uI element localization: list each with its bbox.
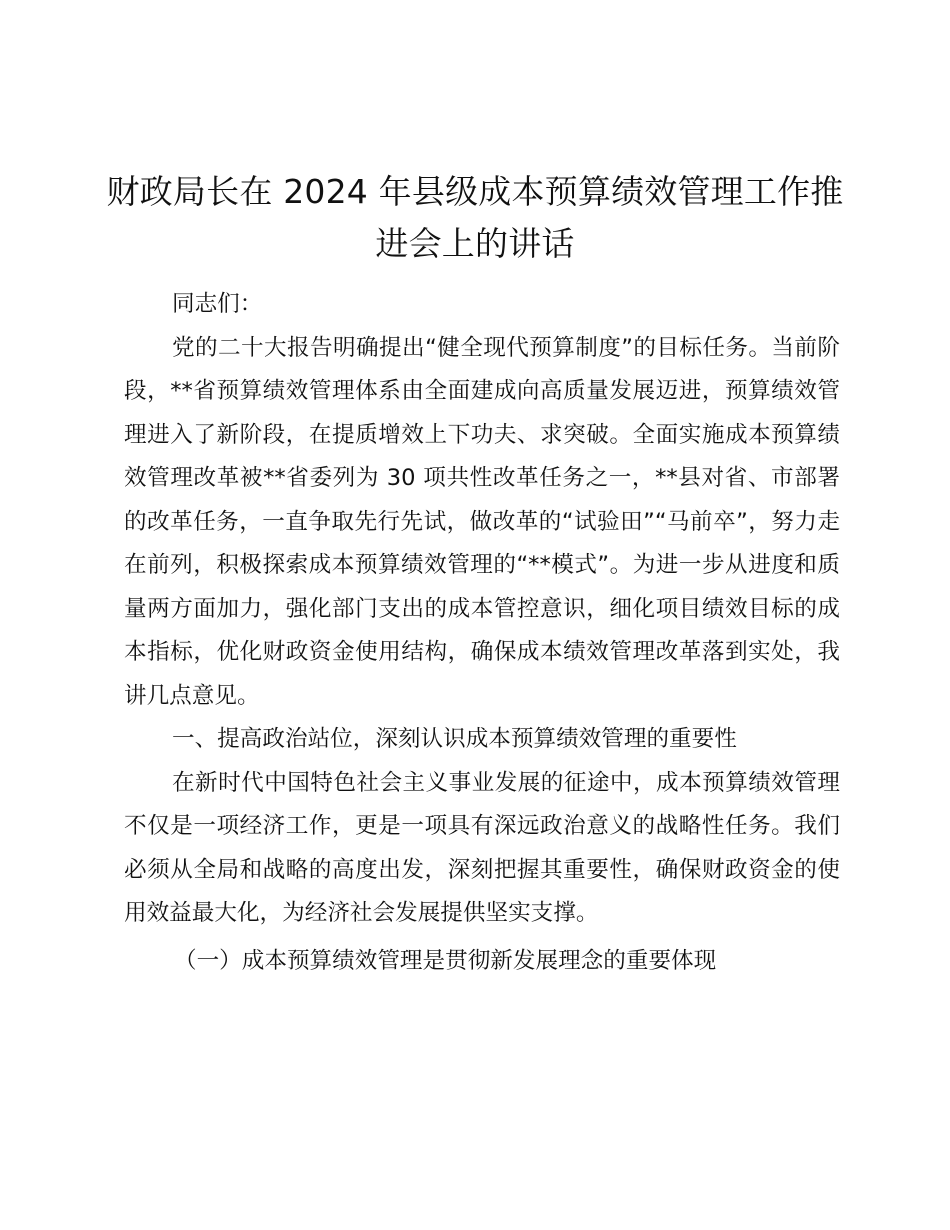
document-title: 财政局长在 2024 年县级成本预算绩效管理工作推进会上的讲话 [106,172,844,263]
intro-paragraph: 党的二十大报告明确提出“健全现代预算制度”的目标任务。当前阶段，**省预算绩效管理体系由全面建成向高质量发展迈进，预算绩效管理进入了新阶段，在提质增效上下功夫、求突破。全面实施成本预算绩效管理改革被**省委列为 30 项共性改革任务之一，**县对省、市部署的改革任务，一直争取先行先试，做改革的“试验田”“马前卒”，努力走在前列，积极探索成本预算绩效管理的“**模式”。为进一步从进度和质量两方面加力，强化部门支出的成本管控意识，细化项目绩效目标的成本指标，优化财政资金使用结构，确保成本绩效管理改革落到实处，我讲几点意见。 [124,334,840,709]
document-body [124,283,840,983]
subsection-heading-1: （一）成本预算绩效管理是贯彻新发展理念的重要体现 [174,947,717,974]
salutation: 同志们： [172,291,263,317]
section-heading-1: 一、提高政治站位，深刻认识成本预算绩效管理的重要性 [172,726,737,752]
section-1-paragraph: 在新时代中国特色社会主义事业发展的征途中，成本预算绩效管理不仅是一项经济工作，更是一项具有深远政治意义的战略性任务。我们必须从全局和战略的高度出发，深刻把握其重要性，确保财政资金的使用效益最大化，为经济社会发展提供坚实支撑。 [124,769,840,926]
